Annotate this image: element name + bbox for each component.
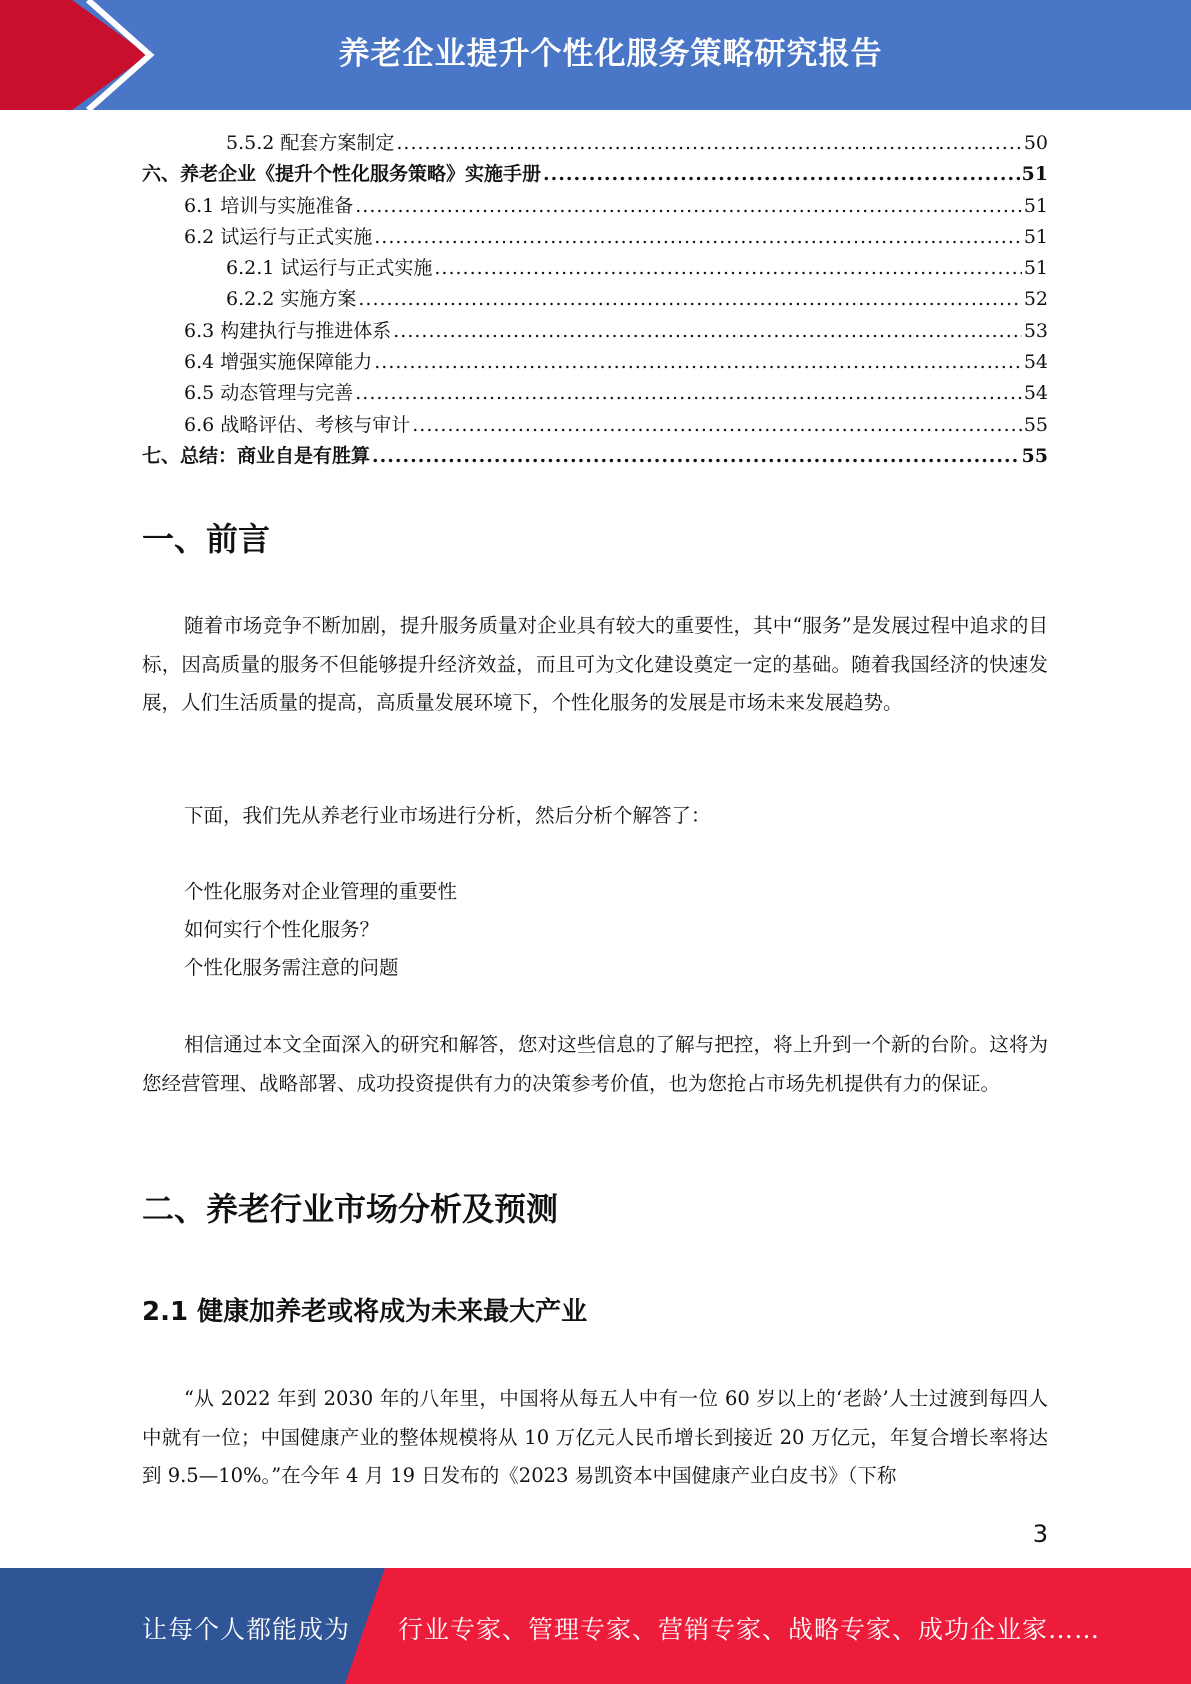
toc-entry-label: 6.2 试运行与正式实施	[184, 225, 373, 248]
toc-entry[interactable]	[142, 222, 1048, 253]
preface-paragraph-2: 下面，我们先从养老行业市场进行分析，然后分析个解答了：	[184, 804, 711, 827]
footer-slogan-right: 行业专家、管理专家、营销专家、战略专家、成功企业家……	[398, 1615, 1101, 1644]
toc-entry-label: 6.4 增强实施保障能力	[184, 351, 373, 374]
toc-entry-page: 54	[1023, 382, 1048, 405]
toc-entry-page: 54	[1023, 351, 1048, 374]
toc-entry[interactable]	[142, 347, 1048, 378]
toc-leader-dots	[372, 441, 1020, 472]
preface-paragraph-1: 随着市场竞争不断加剧，提升服务质量对企业具有较大的重要性，其中“服务”是发展过程中追求的目标，因高质量的服务不但能够提升经济效益，而且可为文化建设奠定一定的基础。随着我国经济的快速发展，人们生活质量的提高，高质量发展环境下，个性化服务的发展是市场未来发展趋势。	[142, 614, 1048, 714]
toc-entry-label: 6.6 战略评估、考核与审计	[184, 413, 411, 436]
toc-entry-label: 5.5.2 配套方案制定	[226, 132, 395, 154]
toc-leader-dots	[374, 347, 1022, 378]
toc-entry[interactable]	[142, 316, 1048, 347]
page-number: 3	[1032, 1520, 1048, 1548]
toc-entry-label: 6.3 构建执行与推进体系	[184, 319, 392, 342]
toc-entry-page: 52	[1023, 288, 1048, 311]
list-item: 个性化服务对企业管理的重要性	[184, 880, 458, 903]
toc-entry[interactable]	[142, 410, 1048, 441]
toc-entry-label: 七、总结：商业自是有胜算	[142, 444, 371, 467]
toc-entry-page: 53	[1023, 319, 1048, 342]
toc-entry-page: 50	[1023, 132, 1048, 154]
toc-entry-page: 55	[1021, 444, 1048, 467]
toc-entry[interactable]	[142, 159, 1048, 190]
list-item: 个性化服务需注意的问题	[184, 956, 399, 979]
section2-paragraph-1: “从 2022 年到 2030 年的八年里，中国将从每五人中有一位 60 岁以上的‘老龄’人士过渡到每四人中就有一位；中国健康产业的整体规模将从 10 万亿元人民币增长到接近 20 万亿元，年复合增长率将达到 9.5—10%。”在今年 4 月 19 日发布的《2023 易凯资本中国健康产业白皮书》（下称	[142, 1387, 1048, 1487]
toc-leader-dots	[355, 378, 1022, 409]
toc-leader-dots	[412, 410, 1022, 441]
toc-entry[interactable]	[142, 441, 1048, 472]
list-item: 如何实行个性化服务？	[184, 918, 380, 941]
question-list	[184, 873, 457, 987]
toc-entry-label: 6.2.1 试运行与正式实施	[226, 257, 433, 280]
table-of-contents	[142, 128, 1048, 472]
page-footer	[0, 1568, 1191, 1684]
footer-slogan-left: 让每个人都能成为	[142, 1615, 351, 1644]
toc-entry-page: 51	[1023, 257, 1048, 280]
page-header	[0, 0, 1191, 110]
toc-leader-dots	[355, 191, 1022, 222]
toc-entry[interactable]	[142, 128, 1048, 159]
section-heading-preface: 一、前言	[142, 520, 271, 558]
toc-leader-dots	[374, 222, 1022, 253]
toc-entry[interactable]	[142, 191, 1048, 222]
toc-entry-page: 51	[1023, 194, 1048, 217]
subsection-heading-2-1: 2.1 健康加养老或将成为未来最大产业	[142, 1297, 588, 1327]
toc-entry-label: 6.5 动态管理与完善	[184, 382, 354, 405]
preface-paragraph-3: 相信通过本文全面深入的研究和解答，您对这些信息的了解与把控，将上升到一个新的台阶。这将为您经营管理、战略部署、成功投资提供有力的决策参考价值，也为您抢占市场先机提供有力的保证。	[142, 1033, 1048, 1095]
toc-leader-dots	[358, 284, 1021, 315]
toc-entry-label: 6.2.2 实施方案	[226, 288, 357, 311]
toc-entry[interactable]	[142, 284, 1048, 315]
toc-entry[interactable]	[142, 378, 1048, 409]
section-heading-market-analysis: 二、养老行业市场分析及预测	[142, 1190, 559, 1228]
toc-entry-page: 55	[1023, 413, 1048, 436]
toc-entry-page: 51	[1023, 225, 1048, 248]
toc-leader-dots	[543, 159, 1020, 190]
toc-leader-dots	[434, 253, 1021, 284]
toc-leader-dots	[396, 128, 1021, 159]
toc-entry-page: 51	[1021, 163, 1048, 186]
toc-leader-dots	[393, 316, 1022, 347]
toc-entry-label: 6.1 培训与实施准备	[184, 194, 354, 217]
toc-entry[interactable]	[142, 253, 1048, 284]
toc-entry-label: 六、养老企业《提升个性化服务策略》实施手册	[142, 163, 542, 186]
report-title: 养老企业提升个性化服务策略研究报告	[338, 36, 883, 72]
